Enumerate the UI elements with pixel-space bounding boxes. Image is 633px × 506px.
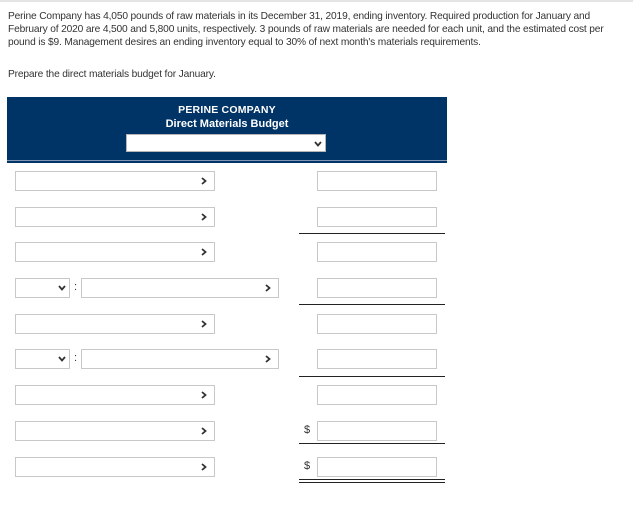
chevron-down-icon [57, 353, 67, 365]
row-9-label-select[interactable] [15, 457, 215, 477]
row-5-amount-input[interactable] [317, 314, 437, 334]
chevron-down-icon [263, 353, 273, 365]
top-divider [0, 0, 633, 2]
chevron-down-icon [199, 211, 209, 223]
subtotal-rule [299, 376, 445, 377]
row-4-amount-input[interactable] [317, 278, 437, 298]
row-7-amount-input[interactable] [317, 385, 437, 405]
row-8-label-select[interactable] [15, 421, 215, 441]
row-3-label-select[interactable] [15, 242, 215, 262]
colon-separator: : [74, 281, 78, 293]
row-6-label-select[interactable] [81, 349, 279, 369]
row-1-label-select[interactable] [15, 171, 215, 191]
period-select[interactable] [126, 134, 326, 152]
row-4-prefix-select[interactable] [15, 278, 70, 298]
chevron-down-icon [313, 138, 323, 150]
currency-symbol: $ [304, 424, 311, 436]
problem-instruction: Prepare the direct materials budget for January. [8, 69, 216, 80]
row-6-prefix-select[interactable] [15, 349, 70, 369]
chevron-down-icon [199, 318, 209, 330]
row-2-label-select[interactable] [15, 207, 215, 227]
budget-title: Direct Materials Budget [165, 118, 289, 130]
chevron-down-icon [199, 389, 209, 401]
row-8-amount-input[interactable] [317, 421, 437, 441]
header-divider [7, 160, 447, 161]
budget-header [7, 97, 447, 163]
row-7-label-select[interactable] [15, 385, 215, 405]
chevron-down-icon [199, 246, 209, 258]
chevron-down-icon [199, 175, 209, 187]
row-6-amount-input[interactable] [317, 349, 437, 369]
subtotal-rule [299, 233, 445, 234]
row-4-label-select[interactable] [81, 278, 279, 298]
chevron-down-icon [199, 461, 209, 473]
row-5-label-select[interactable] [15, 314, 215, 334]
company-name: PERINE COMPANY [178, 104, 276, 116]
problem-statement: Perine Company has 4,050 pounds of raw materials in its December 31, 2019, ending inventory. Required production for January and February of 2020 are 4,500 and 5,800 units, respectively. 3 pounds of raw materials are needed for each unit, and the estimated cost per pound is $9. Management desires an ending inventory equal to 30% of next month's materials requirements. [8, 11, 604, 48]
row-3-amount-input[interactable] [317, 242, 437, 262]
row-2-amount-input[interactable] [317, 207, 437, 227]
chevron-down-icon [263, 282, 273, 294]
subtotal-rule [299, 443, 445, 444]
row-9-amount-input[interactable] [317, 457, 437, 477]
chevron-down-icon [57, 282, 67, 294]
colon-separator: : [74, 352, 78, 364]
total-double-rule-bottom [299, 482, 445, 483]
currency-symbol: $ [304, 460, 311, 472]
subtotal-rule [299, 304, 445, 305]
row-1-amount-input[interactable] [317, 171, 437, 191]
total-double-rule-top [299, 479, 445, 480]
chevron-down-icon [199, 425, 209, 437]
